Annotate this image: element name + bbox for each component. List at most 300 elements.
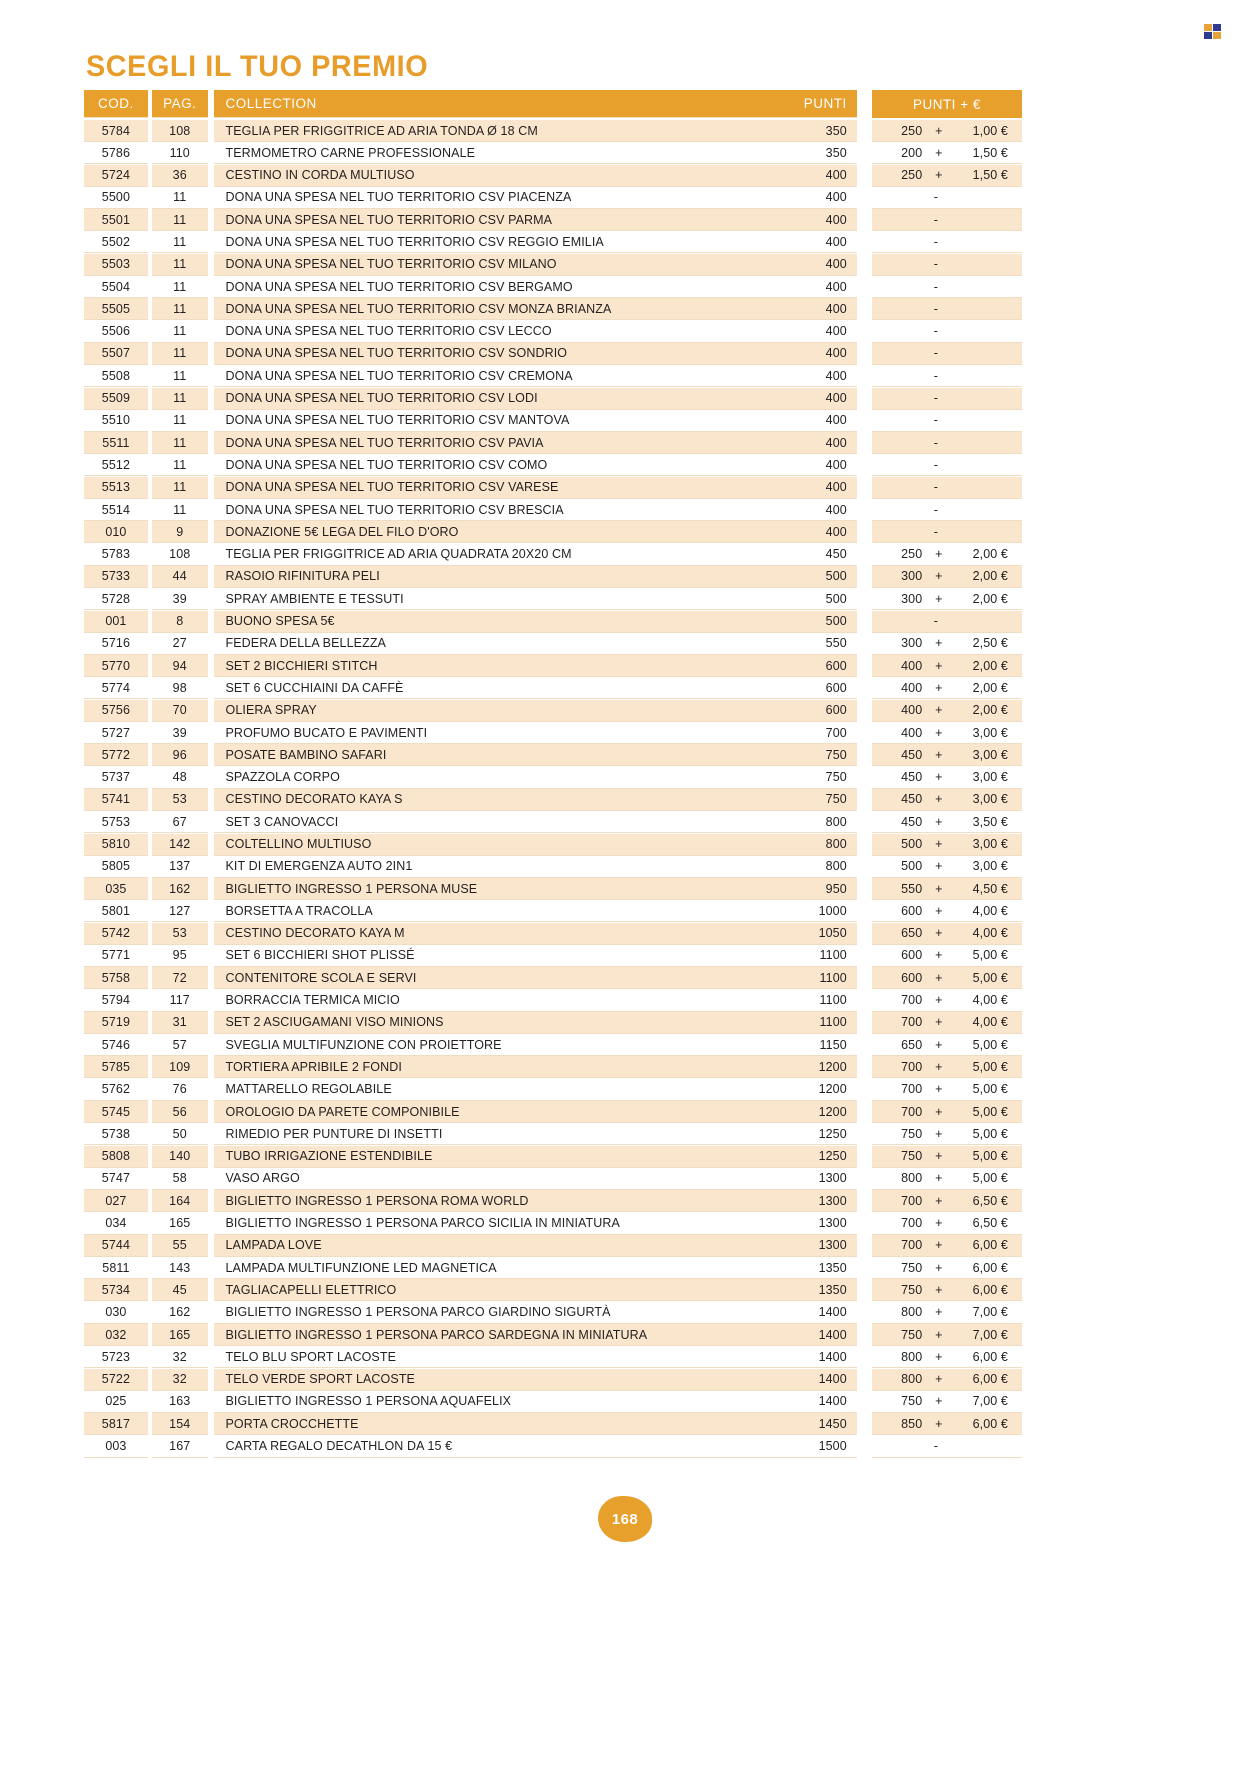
- cell-gap-3: [857, 120, 872, 142]
- cell-punti: 450: [789, 544, 857, 566]
- cell-cod: 5510: [84, 410, 148, 432]
- cell-pag: 164: [152, 1190, 208, 1212]
- cell-pag: 36: [152, 165, 208, 187]
- cell-pag: 44: [152, 566, 208, 588]
- punti-euro-amount: 5,00 €: [972, 948, 1008, 963]
- table-header-row: [84, 90, 1022, 118]
- punti-euro-amount: 2,00 €: [972, 658, 1008, 673]
- table-row: [84, 1146, 1022, 1168]
- cell-gap-3: [857, 945, 872, 967]
- punti-euro-points: 400: [901, 680, 923, 695]
- cell-punti-euro: [872, 388, 1022, 410]
- cell-collection: BORRACCIA TERMICA MICIO: [214, 990, 789, 1012]
- cell-cod: 010: [84, 521, 148, 543]
- punti-euro-group: [872, 343, 1022, 365]
- punti-euro-points: 800: [901, 1349, 923, 1364]
- punti-euro-amount: 5,00 €: [972, 1149, 1008, 1164]
- cell-collection: BUONO SPESA 5€: [214, 611, 789, 633]
- cell-punti-euro: [872, 967, 1022, 989]
- cell-cod: 035: [84, 878, 148, 900]
- cell-collection: DONA UNA SPESA NEL TUO TERRITORIO CSV LECCO: [214, 321, 789, 343]
- punti-euro-points: 600: [901, 903, 923, 918]
- cell-gap-3: [857, 254, 872, 276]
- punti-euro-dash: -: [933, 480, 939, 495]
- cell-punti-euro: [872, 187, 1022, 209]
- cell-punti-euro: [872, 1034, 1022, 1056]
- table-row: [84, 142, 1022, 164]
- cell-cod: 5770: [84, 655, 148, 677]
- cell-punti-euro: [872, 1168, 1022, 1190]
- cell-pag: 162: [152, 1302, 208, 1324]
- table-row: [84, 767, 1022, 789]
- punti-euro-amount: 1,50 €: [972, 168, 1008, 183]
- punti-euro-points: 800: [901, 1171, 923, 1186]
- punti-euro-group: [872, 655, 1022, 677]
- cell-cod: 5505: [84, 298, 148, 320]
- cell-gap-3: [857, 165, 872, 187]
- cell-cod: 5741: [84, 789, 148, 811]
- punti-euro-points: 650: [901, 926, 923, 941]
- cell-cod: 5738: [84, 1123, 148, 1145]
- punti-euro-points: 750: [901, 1394, 923, 1409]
- punti-euro-group: [872, 120, 1022, 142]
- punti-euro-group: [872, 767, 1022, 789]
- punti-euro-points: 650: [901, 1037, 923, 1052]
- punti-euro-amount: 3,00 €: [972, 770, 1008, 785]
- cell-collection: BIGLIETTO INGRESSO 1 PERSONA ROMA WORLD: [214, 1190, 789, 1212]
- punti-euro-group: [872, 1302, 1022, 1324]
- cell-gap-3: [857, 990, 872, 1012]
- table-row: [84, 722, 1022, 744]
- cell-punti: 700: [789, 722, 857, 744]
- table-row: [84, 1369, 1022, 1391]
- table-row: [84, 566, 1022, 588]
- cell-punti: 500: [789, 588, 857, 610]
- punti-euro-dash: -: [933, 324, 939, 339]
- punti-euro-amount: 7,00 €: [972, 1327, 1008, 1342]
- cell-punti: 400: [789, 321, 857, 343]
- cell-pag: 11: [152, 343, 208, 365]
- cell-cod: 5506: [84, 321, 148, 343]
- cell-pag: 167: [152, 1436, 208, 1458]
- punti-euro-plus-sign: +: [935, 814, 943, 829]
- cell-pag: 98: [152, 677, 208, 699]
- cell-collection: BORSETTA A TRACOLLA: [214, 900, 789, 922]
- table-row: [84, 276, 1022, 298]
- cell-gap-3: [857, 544, 872, 566]
- punti-euro-points: 550: [901, 881, 923, 896]
- punti-euro-dash: -: [933, 457, 939, 472]
- cell-pag: 32: [152, 1369, 208, 1391]
- table-row: [84, 1213, 1022, 1235]
- cell-pag: 142: [152, 834, 208, 856]
- punti-euro-points: 750: [901, 1149, 923, 1164]
- cell-gap-3: [857, 1302, 872, 1324]
- punti-euro-amount: 7,00 €: [972, 1394, 1008, 1409]
- cell-pag: 154: [152, 1413, 208, 1435]
- cell-punti-euro: [872, 209, 1022, 231]
- cell-collection: SPAZZOLA CORPO: [214, 767, 789, 789]
- cell-punti: 1350: [789, 1279, 857, 1301]
- punti-euro-points: 600: [901, 970, 923, 985]
- cell-collection: DONA UNA SPESA NEL TUO TERRITORIO CSV MANTOVA: [214, 410, 789, 432]
- cell-gap-3: [857, 1346, 872, 1368]
- cell-cod: 5801: [84, 900, 148, 922]
- cell-punti: 1050: [789, 923, 857, 945]
- cell-punti-euro: [872, 276, 1022, 298]
- cell-cod: 5511: [84, 432, 148, 454]
- cell-gap-3: [857, 365, 872, 387]
- punti-euro-group: [872, 1369, 1022, 1391]
- punti-euro-plus-sign: +: [935, 1059, 943, 1074]
- table-row: [84, 165, 1022, 187]
- cell-collection: BIGLIETTO INGRESSO 1 PERSONA PARCO GIARDINO SIGURTÀ: [214, 1302, 789, 1324]
- cell-collection: DONA UNA SPESA NEL TUO TERRITORIO CSV MONZA BRIANZA: [214, 298, 789, 320]
- punti-euro-plus-sign: +: [935, 1193, 943, 1208]
- cell-punti-euro: [872, 231, 1022, 253]
- punti-euro-amount: 4,00 €: [972, 903, 1008, 918]
- punti-euro-points: 250: [901, 123, 923, 138]
- cell-pag: 58: [152, 1168, 208, 1190]
- cell-collection: OLIERA SPRAY: [214, 700, 789, 722]
- punti-euro-plus-sign: +: [935, 859, 943, 874]
- cell-pag: 53: [152, 789, 208, 811]
- punti-euro-group: [872, 209, 1022, 231]
- cell-collection: FEDERA DELLA BELLEZZA: [214, 633, 789, 655]
- table-row: [84, 1324, 1022, 1346]
- punti-euro-plus-sign: +: [935, 1260, 943, 1275]
- cell-collection: CESTINO IN CORDA MULTIUSO: [214, 165, 789, 187]
- cell-gap-3: [857, 231, 872, 253]
- cell-punti: 400: [789, 499, 857, 521]
- cell-punti-euro: [872, 856, 1022, 878]
- cell-cod: 5513: [84, 477, 148, 499]
- registration-mark-yellow: [1204, 24, 1212, 31]
- cell-collection: DONA UNA SPESA NEL TUO TERRITORIO CSV PARMA: [214, 209, 789, 231]
- punti-euro-plus-sign: +: [935, 837, 943, 851]
- cell-punti-euro: [872, 477, 1022, 499]
- punti-euro-plus-sign: +: [935, 569, 943, 584]
- punti-euro-points: 400: [901, 725, 923, 740]
- punti-euro-group: [872, 276, 1022, 298]
- punti-euro-points: 300: [901, 636, 923, 651]
- punti-euro-points: 400: [901, 703, 923, 718]
- cell-gap-3: [857, 1235, 872, 1257]
- punti-euro-amount: 6,50 €: [972, 1193, 1008, 1208]
- cell-punti: 1350: [789, 1257, 857, 1279]
- table-row: [84, 321, 1022, 343]
- table-row: [84, 655, 1022, 677]
- cell-collection: TORTIERA APRIBILE 2 FONDI: [214, 1056, 789, 1078]
- punti-euro-points: 700: [901, 1104, 923, 1119]
- table-row: [84, 1413, 1022, 1435]
- cell-cod: 034: [84, 1213, 148, 1235]
- cell-pag: 140: [152, 1146, 208, 1168]
- cell-pag: 11: [152, 276, 208, 298]
- punti-euro-amount: 5,00 €: [972, 1059, 1008, 1074]
- punti-euro-points: 300: [901, 569, 923, 584]
- punti-euro-points: 700: [901, 1015, 923, 1030]
- punti-euro-group: [872, 454, 1022, 476]
- punti-euro-plus-sign: +: [935, 926, 943, 941]
- cell-punti: 400: [789, 276, 857, 298]
- cell-cod: 5810: [84, 834, 148, 856]
- table-row: [84, 410, 1022, 432]
- punti-euro-group: [872, 967, 1022, 989]
- cell-collection: SET 2 ASCIUGAMANI VISO MINIONS: [214, 1012, 789, 1034]
- punti-euro-points: 200: [901, 145, 923, 160]
- table-row: [84, 365, 1022, 387]
- cell-collection: DONA UNA SPESA NEL TUO TERRITORIO CSV REGGIO EMILIA: [214, 231, 789, 253]
- table-row: [84, 967, 1022, 989]
- cell-gap-3: [857, 967, 872, 989]
- cell-cod: 5503: [84, 254, 148, 276]
- punti-euro-amount: 5,00 €: [972, 1037, 1008, 1052]
- punti-euro-plus-sign: +: [935, 970, 943, 985]
- table-row: [84, 1012, 1022, 1034]
- cell-punti-euro: [872, 633, 1022, 655]
- cell-gap-3: [857, 477, 872, 499]
- punti-euro-amount: 2,00 €: [972, 680, 1008, 695]
- cell-pag: 27: [152, 633, 208, 655]
- cell-collection: DONA UNA SPESA NEL TUO TERRITORIO CSV PIACENZA: [214, 187, 789, 209]
- punti-euro-amount: 7,00 €: [972, 1305, 1008, 1320]
- punti-euro-dash: -: [933, 614, 939, 629]
- cell-pag: 165: [152, 1213, 208, 1235]
- cell-punti-euro: [872, 454, 1022, 476]
- punti-euro-plus-sign: +: [935, 1037, 943, 1052]
- cell-punti-euro: [872, 254, 1022, 276]
- table-row: [84, 477, 1022, 499]
- cell-punti: 1100: [789, 990, 857, 1012]
- cell-cod: 5509: [84, 388, 148, 410]
- cell-cod: 5727: [84, 722, 148, 744]
- punti-euro-plus-sign: +: [935, 792, 943, 807]
- punti-euro-amount: 2,00 €: [972, 547, 1008, 562]
- cell-cod: 5728: [84, 588, 148, 610]
- cell-cod: 5783: [84, 544, 148, 566]
- punti-euro-amount: 6,00 €: [972, 1349, 1008, 1364]
- cell-collection: TELO BLU SPORT LACOSTE: [214, 1346, 789, 1368]
- cell-cod: 5724: [84, 165, 148, 187]
- cell-cod: 5794: [84, 990, 148, 1012]
- punti-euro-group: [872, 1190, 1022, 1212]
- punti-euro-group: [872, 1413, 1022, 1435]
- cell-collection: DONA UNA SPESA NEL TUO TERRITORIO CSV PAVIA: [214, 432, 789, 454]
- table-row: [84, 388, 1022, 410]
- cell-gap-3: [857, 700, 872, 722]
- cell-cod: 5734: [84, 1279, 148, 1301]
- column-header-collection: COLLECTION: [214, 90, 789, 118]
- cell-punti-euro: [872, 923, 1022, 945]
- cell-gap-3: [857, 811, 872, 833]
- punti-euro-points: 700: [901, 993, 923, 1008]
- cell-gap-3: [857, 1056, 872, 1078]
- punti-euro-amount: 3,00 €: [972, 859, 1008, 874]
- cell-pag: 137: [152, 856, 208, 878]
- cell-cod: 030: [84, 1302, 148, 1324]
- cell-gap-3: [857, 1324, 872, 1346]
- punti-euro-plus-sign: +: [935, 145, 943, 160]
- cell-cod: 5805: [84, 856, 148, 878]
- punti-euro-group: [872, 878, 1022, 900]
- cell-collection: DONA UNA SPESA NEL TUO TERRITORIO CSV VARESE: [214, 477, 789, 499]
- cell-punti-euro: [872, 900, 1022, 922]
- cell-collection: CONTENITORE SCOLA E SERVI: [214, 967, 789, 989]
- cell-punti: 800: [789, 834, 857, 856]
- cell-cod: 5737: [84, 767, 148, 789]
- cell-punti: 1400: [789, 1346, 857, 1368]
- page-title: SCEGLI IL TUO PREMIO: [86, 50, 429, 83]
- cell-pag: 11: [152, 499, 208, 521]
- punti-euro-dash: -: [933, 413, 939, 428]
- punti-euro-points: 750: [901, 1126, 923, 1141]
- cell-collection: SET 6 BICCHIERI SHOT PLISSÉ: [214, 945, 789, 967]
- table-row: [84, 432, 1022, 454]
- cell-punti-euro: [872, 1079, 1022, 1101]
- cell-gap-3: [857, 1012, 872, 1034]
- punti-euro-plus-sign: +: [935, 1327, 943, 1342]
- punti-euro-amount: 1,50 €: [972, 145, 1008, 160]
- cell-punti: 400: [789, 388, 857, 410]
- cell-pag: 127: [152, 900, 208, 922]
- cell-pag: 8: [152, 611, 208, 633]
- cell-cod: 5512: [84, 454, 148, 476]
- cell-collection: KIT DI EMERGENZA AUTO 2IN1: [214, 856, 789, 878]
- cell-cod: 5808: [84, 1146, 148, 1168]
- table-row: [84, 677, 1022, 699]
- punti-euro-group: [872, 165, 1022, 187]
- cell-collection: SET 2 BICCHIERI STITCH: [214, 655, 789, 677]
- cell-pag: 11: [152, 477, 208, 499]
- punti-euro-amount: 2,50 €: [972, 636, 1008, 651]
- table-row: [84, 454, 1022, 476]
- punti-euro-amount: 2,00 €: [972, 591, 1008, 606]
- cell-punti: 500: [789, 611, 857, 633]
- punti-euro-points: 300: [901, 591, 923, 606]
- cell-collection: COLTELLINO MULTIUSO: [214, 834, 789, 856]
- punti-euro-plus-sign: +: [935, 1305, 943, 1320]
- cell-punti-euro: [872, 1146, 1022, 1168]
- punti-euro-amount: 3,00 €: [972, 837, 1008, 851]
- cell-punti-euro: [872, 1369, 1022, 1391]
- cell-punti: 350: [789, 142, 857, 164]
- cell-cod: 027: [84, 1190, 148, 1212]
- cell-punti-euro: [872, 789, 1022, 811]
- cell-gap-3: [857, 1123, 872, 1145]
- cell-collection: DONA UNA SPESA NEL TUO TERRITORIO CSV CREMONA: [214, 365, 789, 387]
- punti-euro-group: [872, 1168, 1022, 1190]
- cell-pag: 11: [152, 254, 208, 276]
- cell-gap-3: [857, 1436, 872, 1458]
- punti-euro-points: 700: [901, 1193, 923, 1208]
- cell-cod: 5502: [84, 231, 148, 253]
- table-row: [84, 120, 1022, 142]
- punti-euro-group: [872, 633, 1022, 655]
- punti-euro-group: [872, 1034, 1022, 1056]
- cell-punti: 1200: [789, 1101, 857, 1123]
- table-row: [84, 1391, 1022, 1413]
- punti-euro-points: 400: [901, 658, 923, 673]
- table-row: [84, 1436, 1022, 1458]
- cell-cod: 5733: [84, 566, 148, 588]
- cell-pag: 39: [152, 588, 208, 610]
- punti-euro-plus-sign: +: [935, 1416, 943, 1431]
- cell-punti-euro: [872, 1190, 1022, 1212]
- punti-euro-amount: 6,00 €: [972, 1372, 1008, 1387]
- table-row: [84, 1257, 1022, 1279]
- punti-euro-group: [872, 1101, 1022, 1123]
- cell-gap-3: [857, 1146, 872, 1168]
- cell-punti: 1100: [789, 945, 857, 967]
- cell-punti-euro: [872, 990, 1022, 1012]
- cell-cod: 5771: [84, 945, 148, 967]
- cell-cod: 5514: [84, 499, 148, 521]
- punti-euro-points: 850: [901, 1416, 923, 1431]
- punti-euro-group: [872, 700, 1022, 722]
- punti-euro-dash: -: [933, 279, 939, 294]
- cell-punti: 1500: [789, 1436, 857, 1458]
- punti-euro-amount: 6,00 €: [972, 1416, 1008, 1431]
- cell-punti: 950: [789, 878, 857, 900]
- cell-punti: 350: [789, 120, 857, 142]
- punti-euro-group: [872, 1213, 1022, 1235]
- cell-collection: TEGLIA PER FRIGGITRICE AD ARIA TONDA Ø 18 CM: [214, 120, 789, 142]
- punti-euro-group: [872, 588, 1022, 610]
- cell-cod: 5786: [84, 142, 148, 164]
- table-row: [84, 187, 1022, 209]
- rewards-table: [84, 90, 1022, 1458]
- punti-euro-dash: -: [933, 234, 939, 249]
- cell-punti: 800: [789, 856, 857, 878]
- punti-euro-group: [872, 923, 1022, 945]
- punti-euro-group: [872, 388, 1022, 410]
- cell-collection: BIGLIETTO INGRESSO 1 PERSONA MUSE: [214, 878, 789, 900]
- cell-punti: 1100: [789, 967, 857, 989]
- punti-euro-group: [872, 900, 1022, 922]
- punti-euro-group: [872, 1391, 1022, 1413]
- table-row: [84, 834, 1022, 856]
- cell-punti-euro: [872, 365, 1022, 387]
- punti-euro-group: [872, 1056, 1022, 1078]
- punti-euro-plus-sign: +: [935, 1216, 943, 1231]
- cell-collection: TEGLIA PER FRIGGITRICE AD ARIA QUADRATA 20X20 CM: [214, 544, 789, 566]
- cell-punti: 400: [789, 477, 857, 499]
- punti-euro-group: [872, 566, 1022, 588]
- cell-punti: 750: [789, 744, 857, 766]
- cell-punti: 1400: [789, 1324, 857, 1346]
- cell-gap-3: [857, 521, 872, 543]
- punti-euro-group: [872, 298, 1022, 320]
- cell-pag: 108: [152, 544, 208, 566]
- punti-euro-plus-sign: +: [935, 1238, 943, 1253]
- punti-euro-plus-sign: +: [935, 591, 943, 606]
- cell-gap-3: [857, 834, 872, 856]
- table-row: [84, 544, 1022, 566]
- cell-gap-3: [857, 1369, 872, 1391]
- cell-cod: 5500: [84, 187, 148, 209]
- punti-euro-group: [872, 187, 1022, 209]
- cell-pag: 165: [152, 1324, 208, 1346]
- punti-euro-group: [872, 1079, 1022, 1101]
- punti-euro-dash: -: [933, 435, 939, 450]
- column-header-cod: COD.: [84, 90, 148, 118]
- cell-punti: 750: [789, 789, 857, 811]
- table-row: [84, 209, 1022, 231]
- column-header-punti-euro: PUNTI + €: [872, 90, 1022, 118]
- punti-euro-amount: 2,00 €: [972, 569, 1008, 584]
- cell-punti-euro: [872, 142, 1022, 164]
